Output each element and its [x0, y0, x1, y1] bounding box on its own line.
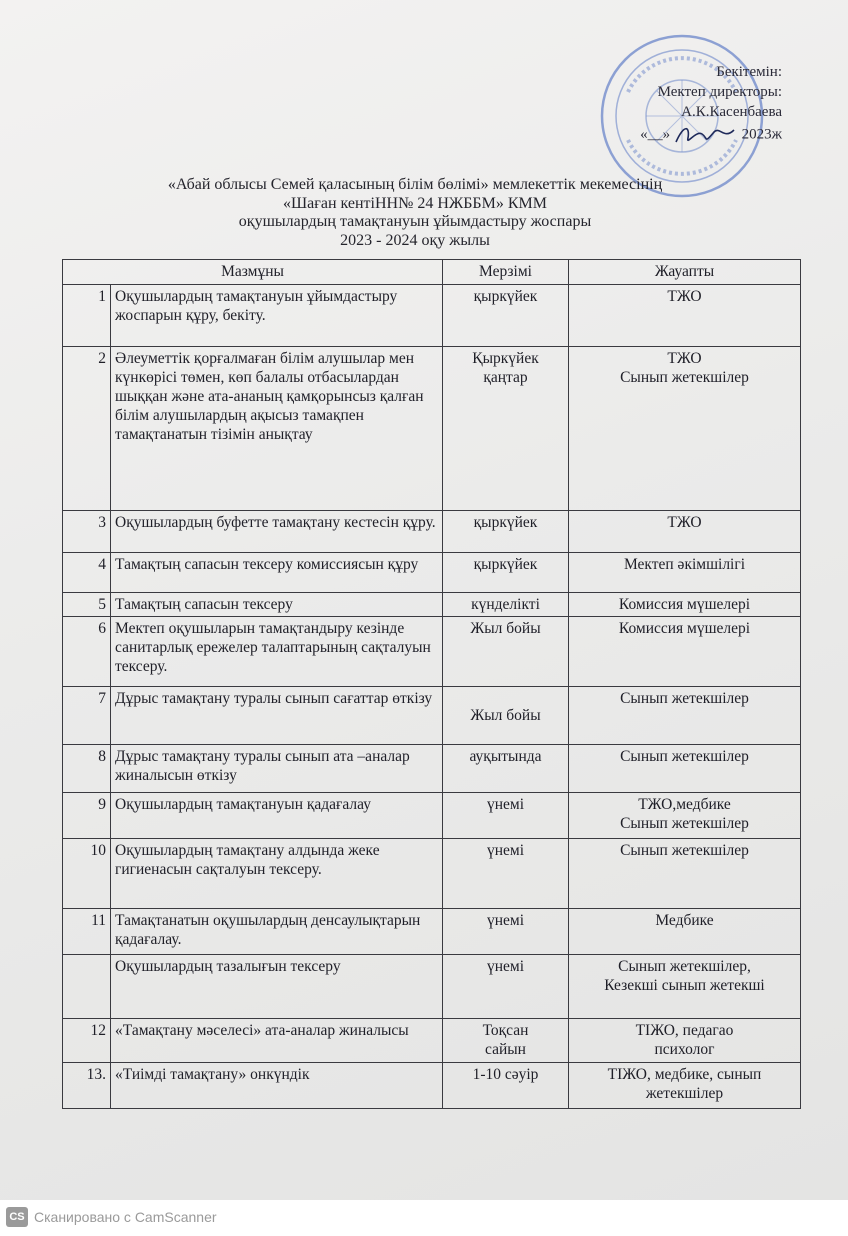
- row-number-cell: 4: [63, 553, 111, 593]
- row-period-cell: үнемі: [443, 955, 569, 1019]
- scanner-footer: [0, 1200, 848, 1236]
- row-number-cell: 8: [63, 745, 111, 793]
- header-organization: «Абай облысы Семей қаласының білім бөлімі» мемлекеттік мекемесінің: [167, 176, 663, 193]
- header-cell-period: Мерзімі: [443, 260, 569, 285]
- row-content-cell: Оқушылардың тамақтануын қадағалау: [111, 793, 443, 839]
- row-responsible-cell: Сынып жетекшілер, Кезекші сынып жетекші: [569, 955, 801, 1019]
- approval-block: [600, 62, 782, 148]
- approval-date-line: [600, 122, 782, 148]
- row-responsible-cell: ТЖО: [569, 511, 801, 553]
- row-period-cell: 1-10 сәуір: [443, 1063, 569, 1109]
- row-number-cell: 10: [63, 839, 111, 909]
- row-period-cell: қыркүйек: [443, 285, 569, 347]
- header-academic-year: 2023 - 2024 оқу жылы: [340, 231, 490, 249]
- row-responsible-cell: ТЖО Сынып жетекшілер: [569, 347, 801, 511]
- scanner-watermark-text: Сканировано с CamScanner: [34, 1209, 217, 1225]
- row-responsible-cell: Мектеп әкімшілігі: [569, 553, 801, 593]
- header-plan-title: оқушылардың тамақтануын ұйымдастыру жоспары: [238, 213, 592, 230]
- row-period-cell: қыркүйек: [443, 511, 569, 553]
- row-number-cell: 7: [63, 687, 111, 745]
- row-number-cell: 11: [63, 909, 111, 955]
- row-content-cell: Тамақтанатын оқушылардың денсаулықтарын қадағалау.: [111, 909, 443, 955]
- approval-date-year: 2023ж: [741, 126, 782, 143]
- row-period-cell: Жыл бойы: [443, 687, 569, 745]
- table-body: [63, 285, 801, 1109]
- row-period-cell: Қыркүйек қаңтар: [443, 347, 569, 511]
- table-row: [63, 1019, 801, 1063]
- table-row: [63, 347, 801, 511]
- table-row: [63, 909, 801, 955]
- header-school-name: «Шаған кентіНН№ 24 НЖББМ» КММ: [283, 194, 547, 212]
- row-number-cell: 3: [63, 511, 111, 553]
- table-row: [63, 617, 801, 687]
- row-content-cell: Оқушылардың тазалығын тексеру: [111, 955, 443, 1019]
- approval-title: Бекітемін:: [716, 64, 782, 80]
- row-period-cell: күнделікті: [443, 593, 569, 617]
- row-number-cell: 13.: [63, 1063, 111, 1109]
- plan-table: [62, 259, 801, 1109]
- row-responsible-cell: ТІЖО, педагао психолог: [569, 1019, 801, 1063]
- table-header-row: [63, 260, 801, 285]
- row-responsible-cell: Сынып жетекшілер: [569, 839, 801, 909]
- table-row: [63, 1063, 801, 1109]
- table-row: [63, 593, 801, 617]
- row-number-cell: 6: [63, 617, 111, 687]
- table-row: [63, 745, 801, 793]
- row-responsible-cell: Медбике: [569, 909, 801, 955]
- row-period-cell: қыркүйек: [443, 553, 569, 593]
- signature: [674, 122, 738, 148]
- approval-director-name: А.К.Касенбаева: [681, 104, 782, 120]
- row-number-cell: 12: [63, 1019, 111, 1063]
- header-cell-responsible: Жауапты: [569, 260, 801, 285]
- row-responsible-cell: Сынып жетекшілер: [569, 745, 801, 793]
- row-content-cell: Тамақтың сапасын тексеру: [111, 593, 443, 617]
- row-content-cell: «Тиімді тамақтану» онкүндік: [111, 1063, 443, 1109]
- row-period-cell: Тоқсан сайын: [443, 1019, 569, 1063]
- row-content-cell: Дұрыс тамақтану туралы сынып сағаттар өткізу: [111, 687, 443, 745]
- row-period-cell: үнемі: [443, 793, 569, 839]
- camscanner-logo-icon: CS: [6, 1207, 28, 1227]
- row-content-cell: Дұрыс тамақтану туралы сынып ата –аналар жиналысын өткізу: [111, 745, 443, 793]
- row-number-cell: 2: [63, 347, 111, 511]
- table-row: [63, 687, 801, 745]
- row-period-cell: Жыл бойы: [443, 617, 569, 687]
- row-responsible-cell: ТЖО: [569, 285, 801, 347]
- table-row: [63, 511, 801, 553]
- row-responsible-cell: ТІЖО, медбике, сынып жетекшілер: [569, 1063, 801, 1109]
- row-responsible-cell: Комиссия мүшелері: [569, 593, 801, 617]
- approval-date-day: «__»: [640, 126, 671, 143]
- table-row: [63, 955, 801, 1019]
- row-content-cell: Мектеп оқушыларын тамақтандыру кезінде санитарлық ережелер талаптарының сақталуын тексеру.: [111, 617, 443, 687]
- row-responsible-cell: Комиссия мүшелері: [569, 617, 801, 687]
- header-cell-content: Мазмұны: [63, 260, 443, 285]
- row-period-cell: үнемі: [443, 839, 569, 909]
- row-number-cell: 1: [63, 285, 111, 347]
- row-period-cell: ауқытында: [443, 745, 569, 793]
- row-period-cell: үнемі: [443, 909, 569, 955]
- table-row: [63, 553, 801, 593]
- row-content-cell: Тамақтың сапасын тексеру комиссиясын құру: [111, 553, 443, 593]
- row-content-cell: Оқушылардың буфетте тамақтану кестесін құру.: [111, 511, 443, 553]
- document-header: [90, 176, 740, 250]
- row-content-cell: Оқушылардың тамақтануын ұйымдастыру жоспарын құру, бекіту.: [111, 285, 443, 347]
- approval-position: Мектеп директоры:: [657, 84, 782, 100]
- table-row: [63, 839, 801, 909]
- row-responsible-cell: ТЖО,медбике Сынып жетекшілер: [569, 793, 801, 839]
- table-row: [63, 285, 801, 347]
- table-row: [63, 793, 801, 839]
- row-number-cell: [63, 955, 111, 1019]
- row-number-cell: 9: [63, 793, 111, 839]
- row-responsible-cell: Сынып жетекшілер: [569, 687, 801, 745]
- row-content-cell: Оқушылардың тамақтану алдында жеке гигиенасын сақталуын тексеру.: [111, 839, 443, 909]
- row-content-cell: Әлеуметтік қорғалмаған білім алушылар мен күнкөрісі төмен, көп балалы отбасылардан шыққан және ата-ананың қамқорынсыз қалған білім алушылардың ақысыз тамақпен тамақтанатын тізімін анықтау: [111, 347, 443, 511]
- row-number-cell: 5: [63, 593, 111, 617]
- row-content-cell: «Тамақтану мәселесі» ата-аналар жиналысы: [111, 1019, 443, 1063]
